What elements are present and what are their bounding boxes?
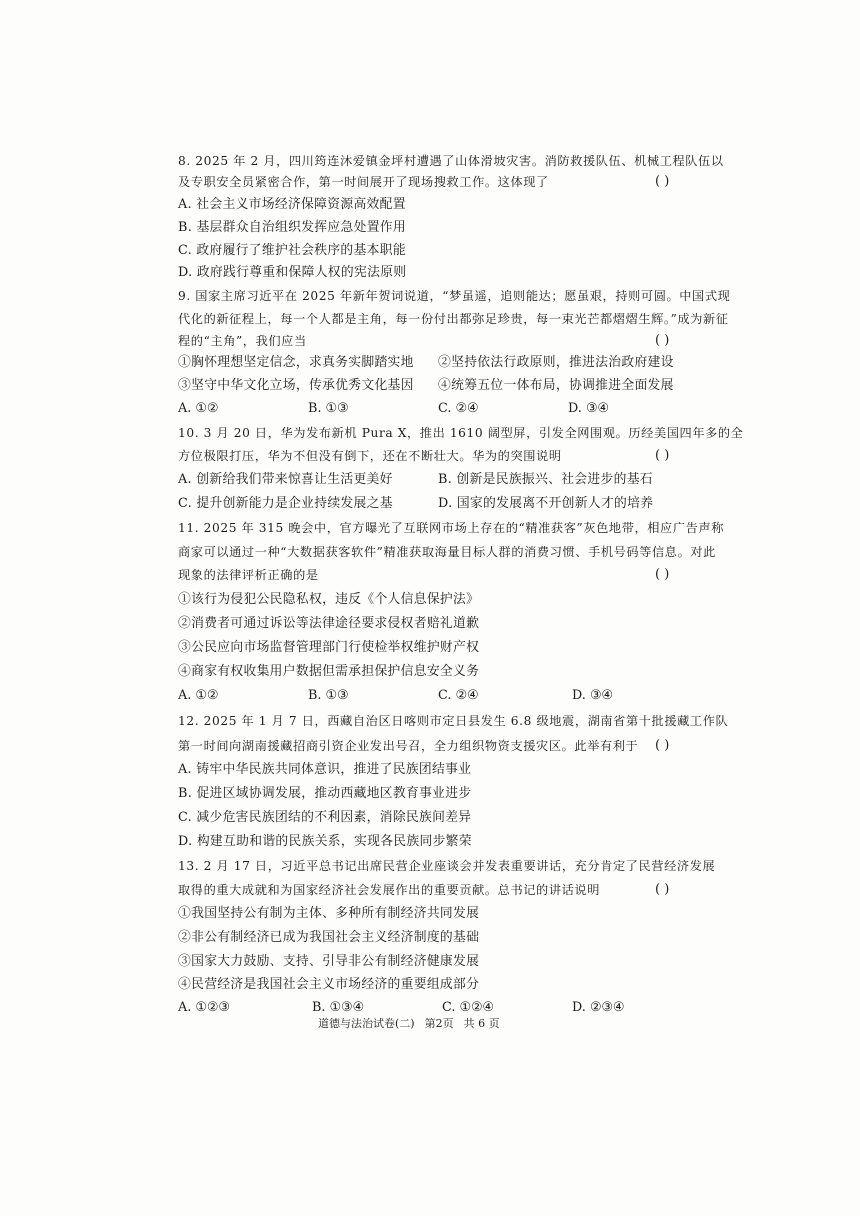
- q11-statement-1: ①该行为侵犯公民隐私权，违反《个人信息保护法》: [178, 592, 480, 607]
- q11-choice-a: A. ①②: [178, 688, 219, 703]
- q13-statement-4: ④民营经济是我国社会主义市场经济的重要组成部分: [178, 977, 480, 992]
- q11-stem-line-1: 11. 2025 年 315 晚会中，官方曝光了互联网市场上存在的“精准获客”灰色地带，相应广告声称: [178, 521, 724, 535]
- q11-answer-paren: ( ): [655, 567, 670, 582]
- q12-option-c: C. 减少危害民族团结的不利因素，消除民族间差异: [178, 810, 472, 825]
- q12-answer-paren: ( ): [655, 738, 670, 753]
- q11-choice-d: D. ③④: [572, 688, 613, 703]
- q11-stem-line-2: 商家可以通过一种“大数据获客软件”精准获取海量目标人群的消费习惯、手机号码等信息。对此: [178, 545, 716, 559]
- q8-stem-line-1: 8. 2025 年 2 月，四川筠连沐爱镇金坪村遭遇了山体滑坡灾害。消防救援队伍、机械工程队伍以: [178, 154, 724, 168]
- q9-statement-3: ③坚守中华文化立场，传承优秀文化基因: [178, 378, 414, 393]
- q12-stem-line-1: 12. 2025 年 1 月 7 日，西藏自治区日喀则市定日县发生 6.8 级地震，湖南省第十批援藏工作队: [178, 714, 729, 728]
- q8-option-a: A. 社会主义市场经济保障资源高效配置: [178, 197, 406, 212]
- q8-option-c: C. 政府履行了维护社会秩序的基本职能: [178, 243, 406, 258]
- q13-choice-c: C. ①②④: [442, 1000, 494, 1015]
- footer-subject: 道德与法治试卷(二): [318, 1017, 415, 1030]
- q11-statement-3: ③公民应向市场监督管理部门行使检举权维护财产权: [178, 640, 480, 655]
- q13-stem-line-1: 13. 2 月 17 日，习近平总书记出席民营企业座谈会并发表重要讲话，充分肯定了民营经济发展: [178, 859, 716, 873]
- q12-stem-line-2: 第一时间向湖南援藏招商引资企业发出号召，全力组织物资支援灾区。此举有利于: [178, 739, 639, 753]
- q13-statement-1: ①我国坚持公有制为主体、多种所有制经济共同发展: [178, 906, 480, 921]
- q13-statement-3: ③国家大力鼓励、支持、引导非公有制经济健康发展: [178, 954, 480, 969]
- footer-page-number: 第2页: [424, 1017, 454, 1030]
- q8-answer-paren: ( ): [655, 174, 670, 189]
- q9-choice-b: B. ①③: [308, 401, 349, 416]
- q10-stem-line-1: 10. 3 月 20 日，华为发布新机 Pura X，推出 1610 阔型屏，引发全网围观。历经美国四年多的全: [178, 426, 744, 440]
- q12-option-d: D. 构建互助和谐的民族关系，实现各民族同步繁荣: [178, 834, 472, 849]
- q10-option-b: B. 创新是民族振兴、社会进步的基石: [438, 472, 653, 487]
- q10-option-a: A. 创新给我们带来惊喜让生活更美好: [178, 472, 393, 487]
- q9-stem-line-2: 代化的新征程上，每一个人都是主角，每一份付出都弥足珍贵，每一束光芒都熠熠生辉。”成为新征: [178, 312, 729, 326]
- q13-choice-d: D. ②③④: [572, 1000, 625, 1015]
- q9-choice-d: D. ③④: [568, 401, 609, 416]
- q9-statement-2: ②坚持依法行政原则，推进法治政府建设: [438, 355, 674, 370]
- q13-stem-line-2: 取得的重大成就和为国家经济社会发展作出的重要贡献。总书记的讲话说明: [178, 883, 600, 897]
- q9-answer-paren: ( ): [655, 333, 670, 348]
- q11-statement-4: ④商家有权收集用户数据但需承担保护信息安全义务: [178, 664, 480, 679]
- q10-option-c: C. 提升创新能力是企业持续发展之基: [178, 496, 393, 511]
- q11-statement-2: ②消费者可通过诉讼等法律途径要求侵权者赔礼道歉: [178, 616, 480, 631]
- q12-option-b: B. 促进区域协调发展，推动西藏地区教育事业进步: [178, 786, 472, 801]
- q8-option-d: D. 政府践行尊重和保障人权的宪法原则: [178, 265, 407, 280]
- q8-stem-line-2: 及专职安全员紧密合作，第一时间展开了现场搜救工作。这体现了: [178, 175, 549, 189]
- q9-statement-1: ①胸怀理想坚定信念，求真务实脚踏实地: [178, 355, 414, 370]
- q12-option-a: A. 铸牢中华民族共同体意识，推进了民族团结事业: [178, 762, 472, 777]
- q8-option-b: B. 基层群众自治组织发挥应急处置作用: [178, 220, 406, 235]
- q13-choice-b: B. ①③④: [312, 1000, 364, 1015]
- q10-option-d: D. 国家的发展离不开创新人才的培养: [438, 496, 654, 511]
- q10-answer-paren: ( ): [655, 448, 670, 463]
- q9-choice-c: C. ②④: [438, 401, 479, 416]
- q13-statement-2: ②非公有制经济已成为我国社会主义经济制度的基础: [178, 930, 480, 945]
- q9-stem-line-3: 程的“主角”，我们应当: [178, 334, 307, 348]
- q13-choice-a: A. ①②③: [178, 1000, 230, 1015]
- q9-stem-line-1: 9. 国家主席习近平在 2025 年新年贺词说道，“梦虽遥，追则能达；愿虽艰，持则可圆。中国式现: [178, 289, 731, 303]
- q13-answer-paren: ( ): [655, 882, 670, 897]
- footer-total-pages: 共 6 页: [463, 1017, 500, 1030]
- q11-stem-line-3: 现象的法律评析正确的是: [178, 568, 319, 582]
- q9-choice-a: A. ①②: [178, 401, 219, 416]
- page-footer: [318, 1016, 510, 1032]
- q11-choice-b: B. ①③: [308, 688, 349, 703]
- q11-choice-c: C. ②④: [438, 688, 479, 703]
- q9-statement-4: ④统筹五位一体布局，协调推进全面发展: [438, 378, 674, 393]
- q10-stem-line-2: 方位极限打压，华为不但没有倒下，还在不断壮大。华为的突围说明: [178, 449, 562, 463]
